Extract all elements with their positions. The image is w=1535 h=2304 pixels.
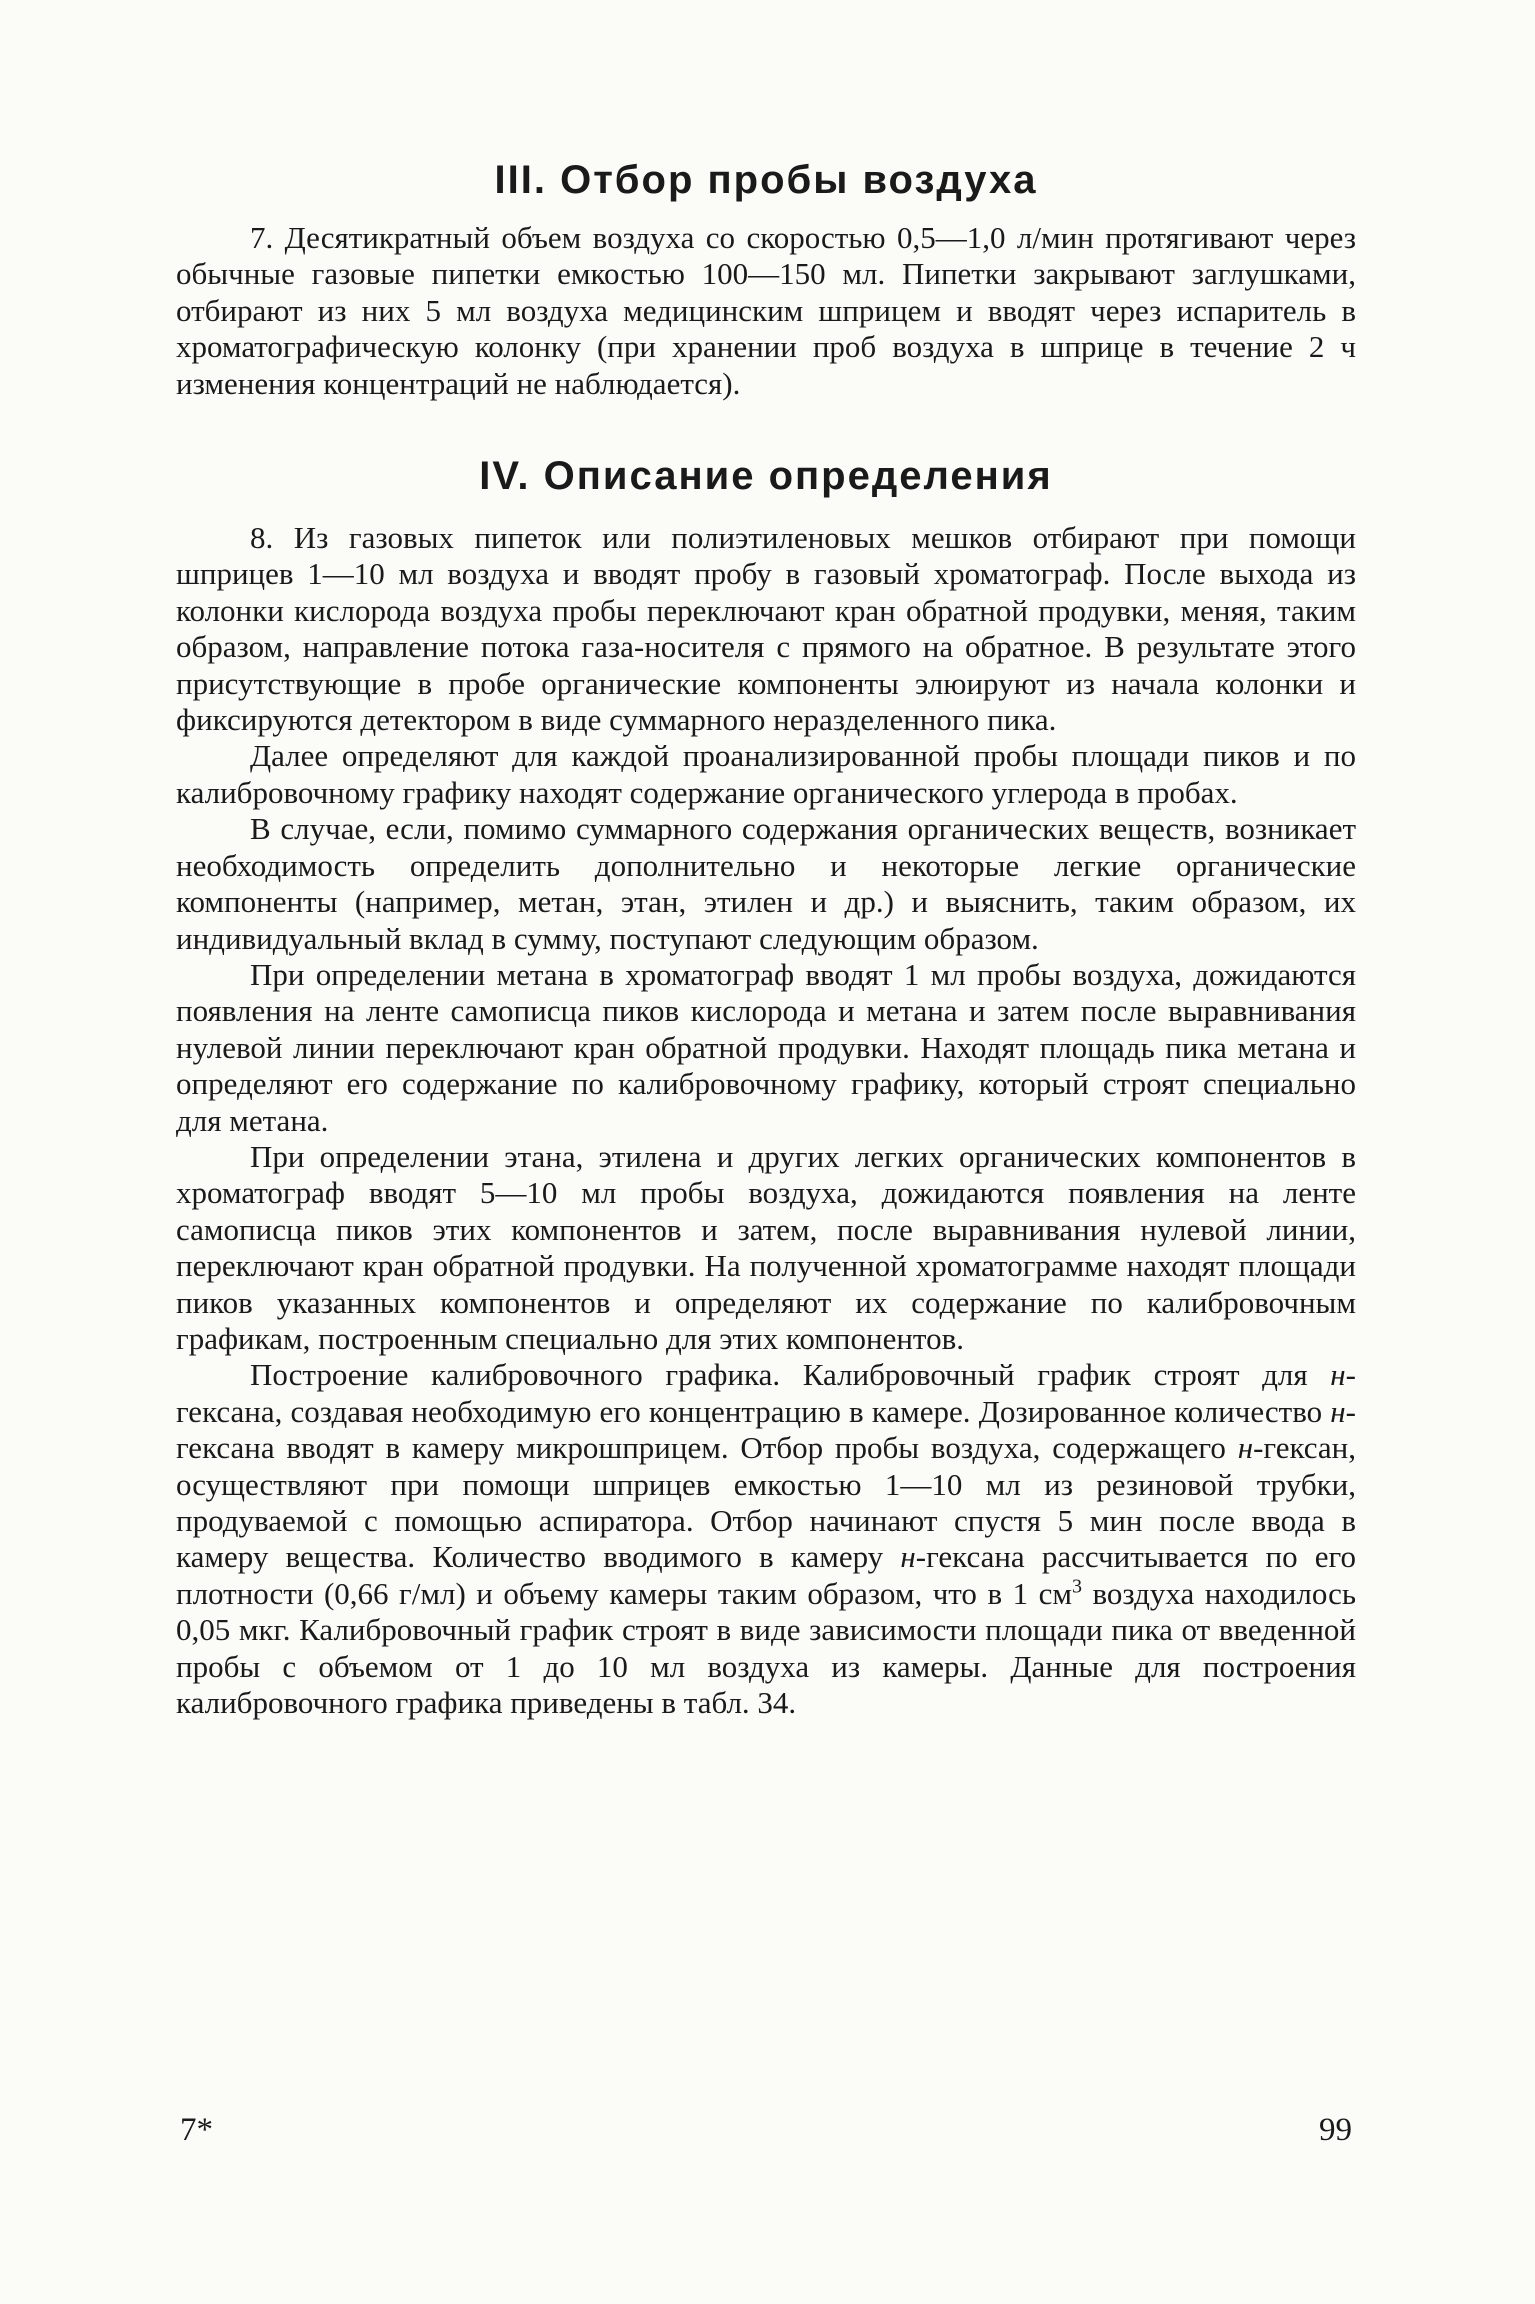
paragraph-methane: При определении метана в хроматограф вводят 1 мл пробы воздуха, дожидаются появления на ленте самописца пиков кислорода и метана и затем после выравнивания нулевой линии переключают кран обратной продувки. Находят площадь пика метана и определяют его содержание по калибровочному графику, который строят специально для метана. xyxy=(176,956,1356,1138)
calibration-text-6: воздуха находилось 0,05 мкг. Калибровочный график строят в виде зависимости площади пика от введенной пробы с объемом от 1 до 10 мл воздуха из камеры. Данные для построения калибровочного графика приведены в табл. 34. xyxy=(176,1575,1356,1721)
calibration-text-1: Построение калибровочного графика. Калибровочный график строят для xyxy=(250,1357,1331,1393)
italic-n-1: н xyxy=(1330,1357,1346,1393)
calibration-text-4: -гексан, осуществляют при помощи шприцев емкостью 1—10 мл из резиновой трубки, продуваемой с помощью аспиратора. Отбор начинают спустя 5 мин после ввода в камеру вещества. Количество вводимого в камеру xyxy=(176,1430,1356,1575)
section-heading-air-sampling: III. Отбор пробы воздуха xyxy=(494,158,1038,202)
superscript-3: 3 xyxy=(1071,1575,1082,1598)
calibration-text-5: -гексана рассчитывается по его плотности (0,66 г/мл) и объему камеры таким образом, что в 1 см xyxy=(176,1539,1356,1611)
italic-n-3: н xyxy=(1237,1430,1254,1466)
section-heading-determination: IV. Описание определения xyxy=(479,454,1053,499)
paragraph-calibration xyxy=(176,1357,1356,1721)
italic-n-4: н xyxy=(900,1539,916,1575)
paragraph-7: 7. Десятикратный объем воздуха со скоростью 0,5—1,0 л/мин протягивают через обычные газовые пипетки емкостью 100—150 мл. Пипетки закрывают заглушками, отбирают из них 5 мл воздуха медицинским шприцем и вводят через испаритель в хроматографическую колонку (при хранении проб воздуха в шприце в течение 2 ч изменения концентраций не наблюдается). xyxy=(176,220,1356,401)
paragraph-light-components: В случае, если, помимо суммарного содержания органических веществ, возникает необходимость определить дополнительно и некоторые легкие органические компоненты (например, метан, этан, этилен и др.) и выяснить, таким образом, их индивидуальный вклад в сумму, поступают следующим образом. xyxy=(176,811,1356,956)
page-number: 99 xyxy=(1319,2112,1352,2148)
calibration-text-3: -гексана вводят в камеру микрошприцем. Отбор пробы воздуха, содержащего xyxy=(176,1393,1356,1466)
signature-mark: 7* xyxy=(180,2112,213,2148)
paragraph-ethane-ethylene: При определении этана, этилена и других легких органических компонентов в хроматограф вводят 5—10 мл пробы воздуха, дожидаются появления на ленте самописца пиков этих компонентов и затем, после выравнивания нулевой линии, переключают кран обратной продувки. На полученной хроматограмме находят площади пиков указанных компонентов и определяют их содержание по калибровочным графикам, построенным специально для этих компонентов. xyxy=(176,1138,1356,1356)
paragraph-8: 8. Из газовых пипеток или полиэтиленовых мешков отбирают при помощи шприцев 1—10 мл воздуха и вводят пробу в газовый хроматограф. После выхода из колонки кислорода воздуха пробы переключают кран обратной продувки, меняя, таким образом, направление потока газа-носителя с прямого на обратное. В результате этого присутствующие в пробе органические компоненты элюируют из начала колонки и фиксируются детектором в виде суммарного неразделенного пика. xyxy=(176,520,1356,738)
page-content xyxy=(176,150,1356,1721)
calibration-text-2: -гексана, создавая необходимую его концентрацию в камере. Дозированное количество xyxy=(176,1357,1356,1429)
paragraph-peak-areas: Далее определяют для каждой проанализированной пробы площади пиков и по калибровочному графику находят содержание органического углерода в пробах. xyxy=(176,738,1356,810)
italic-n-2: н xyxy=(1330,1393,1346,1429)
